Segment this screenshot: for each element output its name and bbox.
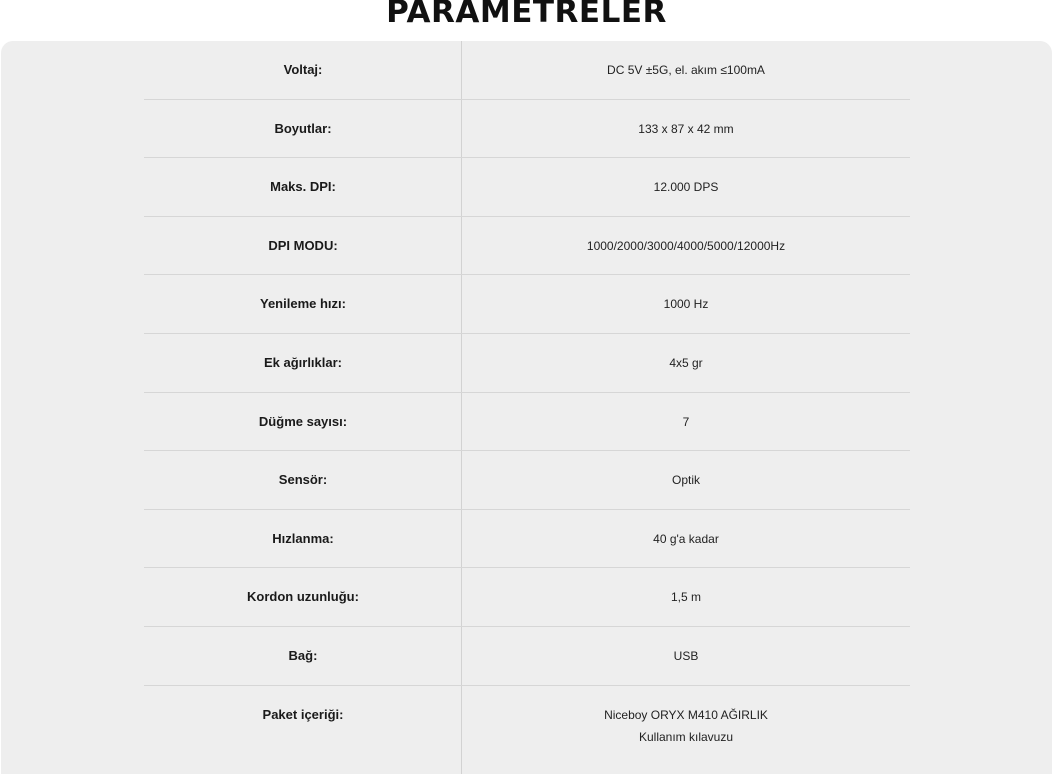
spec-row-cable-length: [144, 568, 910, 627]
specs-table: [144, 41, 910, 766]
spec-value: 40 g'a kadar: [653, 531, 719, 546]
spec-label: Bağ:: [288, 647, 318, 663]
spec-row-extra-weights: [144, 334, 910, 393]
spec-value: Optik: [671, 473, 700, 488]
spec-row-sensor: [144, 451, 910, 510]
spec-label: Boyutlar:: [274, 120, 332, 136]
package-item: Niceboy ORYX M410 AĞIRLIK: [604, 707, 768, 722]
spec-row-acceleration: [144, 510, 910, 569]
spec-label: Maks. DPI:: [270, 179, 336, 195]
spec-label: Voltaj:: [283, 62, 323, 77]
spec-label: Düğme sayısı:: [258, 413, 348, 429]
spec-row-dpi-mode: [144, 217, 910, 276]
page-title: PARAMETRELER: [386, 0, 667, 30]
spec-value: 7: [682, 414, 690, 429]
spec-value: 12.000 DPS: [653, 180, 719, 195]
spec-value: 4x5 gr: [669, 355, 703, 370]
spec-value: USB: [673, 648, 699, 663]
spec-row-dimensions: [144, 100, 910, 159]
spec-value: 1000 Hz: [663, 297, 709, 312]
spec-label: Paket içeriği:: [262, 706, 344, 722]
package-item: Kullanım kılavuzu: [638, 729, 734, 744]
spec-row-voltage: [144, 41, 910, 100]
spec-label: Sensör:: [278, 472, 328, 488]
spec-row-connection: [144, 627, 910, 686]
spec-row-refresh-rate: [144, 275, 910, 334]
spec-value: 1,5 m: [670, 590, 701, 605]
spec-row-package-contents: [144, 686, 910, 766]
spec-label: Kordon uzunluğu:: [247, 589, 359, 605]
spec-label: DPI MODU:: [268, 237, 338, 253]
spec-label: Yenileme hızı:: [260, 296, 346, 312]
spec-row-max-dpi: [144, 158, 910, 217]
spec-row-button-count: [144, 393, 910, 452]
spec-value: [462, 686, 910, 748]
specs-panel: [1, 41, 1052, 774]
spec-label: Ek ağırlıklar:: [263, 354, 343, 370]
spec-value: 1000/2000/3000/4000/5000/12000Hz: [586, 238, 786, 253]
spec-label: Hızlanma:: [272, 530, 334, 546]
spec-value: 133 x 87 x 42 mm: [638, 121, 734, 136]
spec-value: DC 5V ±5G, el. akım ≤100mA: [607, 63, 765, 77]
